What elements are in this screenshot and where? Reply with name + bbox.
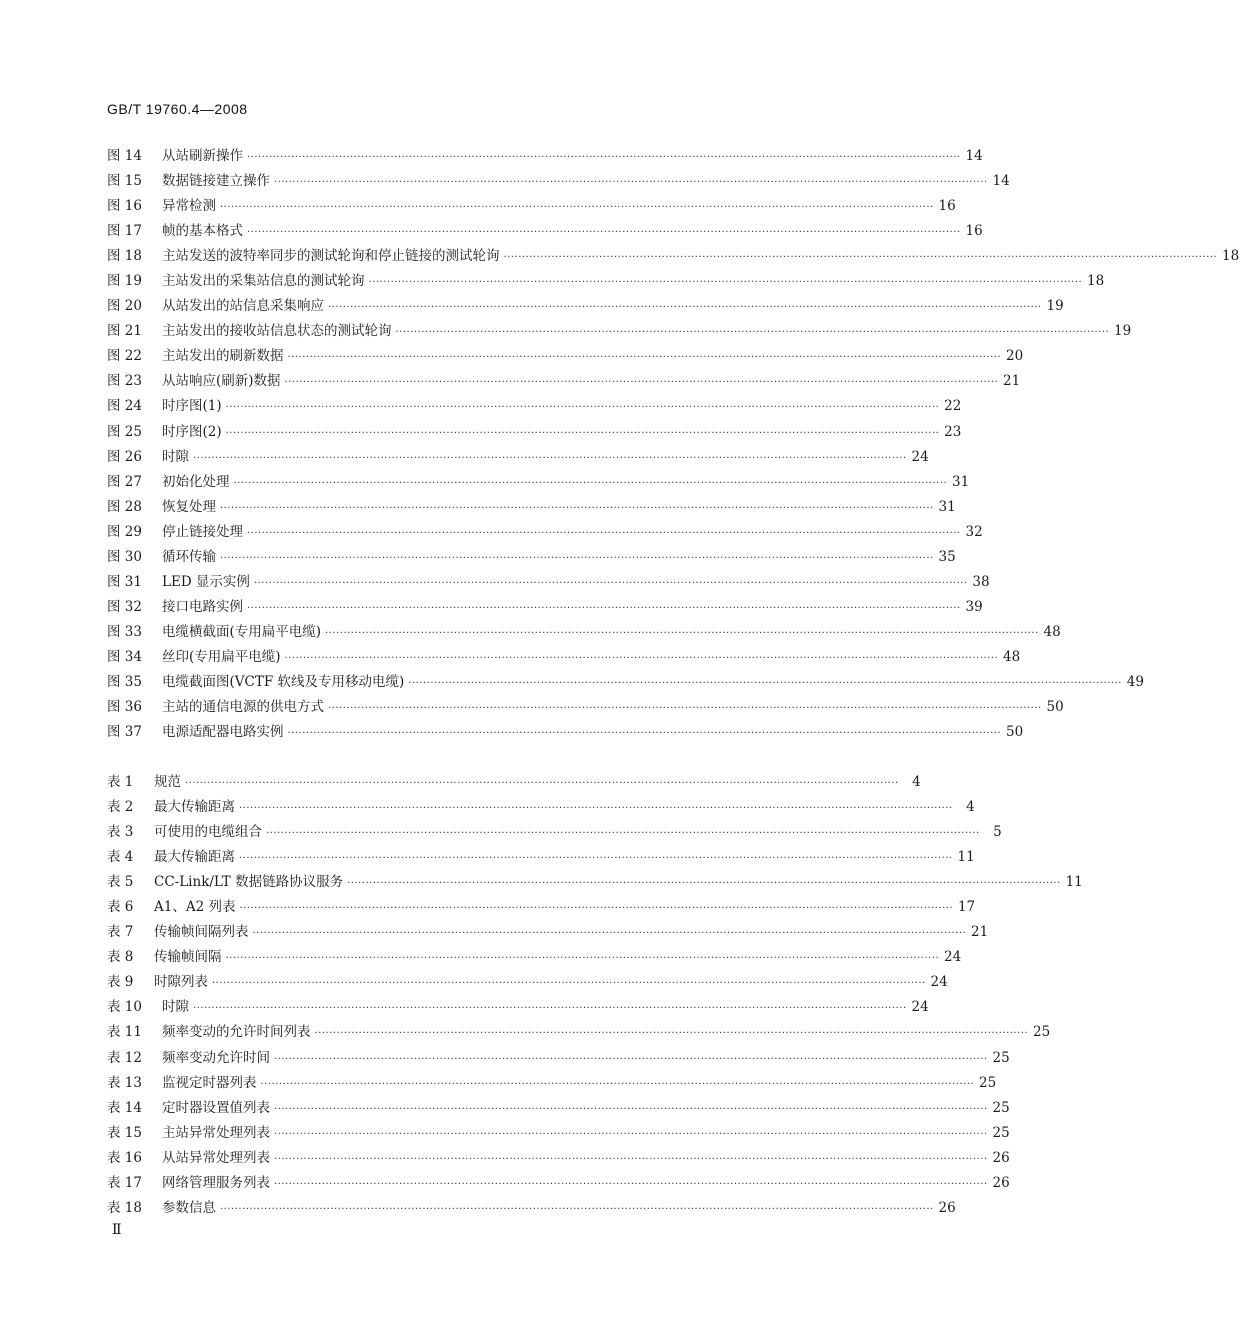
entry-page-number: 24 [911, 448, 929, 465]
entry-page-number: 26 [992, 1149, 1010, 1166]
entry-page-number: 16 [938, 198, 956, 215]
dot-leader [325, 621, 1039, 646]
dot-leader [239, 846, 953, 871]
entry-label: 表 4 [107, 849, 134, 866]
figure-entry[interactable] [107, 319, 1132, 344]
entry-title: 异常检测 [162, 198, 216, 215]
entry-title: 丝印(专用扁平电缆) [162, 648, 281, 665]
entry-label: 图 26 [107, 448, 142, 465]
entry-label: 表 12 [107, 1049, 142, 1066]
dot-leader [347, 871, 1061, 896]
entry-label: 表 6 [107, 899, 134, 916]
dot-leader [226, 946, 940, 971]
entry-title: 从站刷新操作 [162, 148, 243, 164]
entry-page-number: 25 [992, 1099, 1010, 1116]
entry-label: 表 17 [107, 1174, 142, 1191]
entry-title: 电缆横截面(专用扁平电缆) [162, 623, 322, 640]
dot-leader [261, 1072, 975, 1097]
entry-title: 传输帧间隔列表 [154, 924, 249, 941]
entry-title: 电源适配器电路实例 [162, 724, 284, 741]
entry-page-number: 24 [930, 974, 948, 991]
entry-label: 表 11 [107, 1024, 142, 1041]
table-entry[interactable] [107, 820, 1002, 845]
dot-leader [193, 446, 907, 471]
figure-entry[interactable] [107, 219, 983, 244]
entry-page-number: 32 [965, 523, 983, 540]
entry-title: 主站发出的刷新数据 [162, 348, 284, 365]
dot-leader [369, 270, 1083, 295]
entry-page-number: 50 [1005, 724, 1024, 741]
entry-title: 时隙 [162, 999, 189, 1016]
figure-entry[interactable] [107, 695, 1064, 720]
table-entry[interactable] [107, 945, 962, 970]
entry-title: 数据链接建立操作 [162, 173, 270, 190]
entry-page-number: 50 [1046, 699, 1064, 716]
entry-label: 图 32 [107, 598, 142, 615]
table-entry[interactable] [107, 1121, 1010, 1146]
dot-leader [193, 996, 907, 1021]
figure-entry[interactable] [107, 244, 1239, 269]
figure-entry[interactable] [107, 369, 1021, 394]
entry-page-number: 25 [978, 1074, 997, 1091]
entry-label: 图 16 [107, 198, 142, 215]
entry-label: 图 31 [107, 573, 142, 590]
dot-leader [247, 220, 961, 245]
dot-leader [220, 546, 934, 571]
table-entry[interactable] [107, 770, 921, 795]
entry-title: 从站异常处理列表 [162, 1149, 270, 1166]
entry-title: 循环传输 [162, 548, 216, 565]
entry-label: 图 23 [107, 373, 142, 390]
entry-label: 图 30 [107, 548, 142, 565]
entry-label: 表 2 [107, 799, 134, 816]
entry-title: 主站发出的接收站信息状态的测试轮询 [162, 323, 392, 340]
entry-title: 主站发出的采集站信息的测试轮询 [162, 273, 365, 290]
entry-page-number: 25 [992, 1049, 1010, 1066]
figure-entry[interactable] [107, 520, 983, 545]
entry-label: 表 5 [107, 874, 134, 891]
entry-label: 图 14 [107, 148, 142, 164]
entry-page-number: 19 [1046, 298, 1064, 315]
figure-list [107, 144, 1239, 745]
entry-title: 最大传输距离 [154, 849, 235, 866]
figure-entry[interactable] [107, 294, 1064, 319]
dot-leader [274, 1172, 988, 1197]
dot-leader [247, 596, 961, 621]
entry-page-number: 18 [1221, 248, 1239, 265]
entry-title: 帧的基本格式 [162, 223, 243, 240]
dot-leader [408, 671, 1122, 696]
table-entry[interactable] [107, 1171, 1010, 1196]
entry-label: 表 13 [107, 1074, 142, 1091]
figure-entry[interactable] [107, 169, 1010, 194]
figure-entry[interactable] [107, 620, 1061, 645]
figure-entry[interactable] [107, 269, 1105, 294]
dot-leader [220, 496, 934, 521]
entry-title: 从站发出的站信息采集响应 [162, 298, 324, 315]
table-entry[interactable] [107, 845, 975, 870]
entry-label: 表 14 [107, 1099, 142, 1116]
dot-leader [220, 195, 934, 220]
entry-page-number: 25 [992, 1124, 1010, 1141]
dot-leader [220, 1197, 934, 1222]
entry-page-number: 14 [992, 173, 1010, 190]
entry-label: 图 33 [107, 623, 142, 640]
entry-page-number: 48 [1043, 623, 1061, 640]
entry-label: 图 22 [107, 348, 142, 365]
dot-leader [226, 421, 940, 446]
entry-title: 主站的通信电源的供电方式 [162, 699, 324, 716]
entry-page-number: 49 [1126, 673, 1144, 690]
dot-leader [253, 921, 967, 946]
entry-page-number: 48 [1003, 648, 1021, 665]
figure-entry[interactable] [107, 445, 929, 470]
page-number: Ⅱ [112, 1222, 122, 1238]
entry-page-number: 11 [957, 849, 975, 866]
dot-leader [247, 145, 961, 170]
dot-leader [285, 370, 999, 395]
entry-label: 图 21 [107, 323, 142, 340]
entry-label: 表 16 [107, 1149, 142, 1166]
entry-page-number: 22 [944, 398, 962, 415]
dot-leader [239, 896, 953, 921]
entry-page-number: 23 [944, 423, 962, 440]
entry-label: 表 10 [107, 999, 142, 1016]
entry-label: 表 8 [107, 949, 134, 966]
dot-leader [315, 1021, 1029, 1046]
entry-title: 恢复处理 [162, 498, 216, 515]
entry-label: 图 28 [107, 498, 142, 515]
entry-title: 定时器设置值列表 [162, 1099, 270, 1116]
entry-page-number: 26 [938, 1199, 956, 1216]
dot-leader [274, 170, 988, 195]
dot-leader [274, 1047, 988, 1072]
dot-leader [285, 646, 999, 671]
dot-leader [212, 971, 926, 996]
figure-entry[interactable] [107, 470, 970, 495]
dot-leader [234, 471, 948, 496]
entry-title: 参数信息 [162, 1199, 216, 1216]
figure-entry[interactable] [107, 144, 983, 169]
table-entry[interactable] [107, 970, 948, 995]
entry-title: 初始化处理 [162, 473, 230, 490]
dot-leader [288, 345, 1002, 370]
table-entry[interactable] [107, 1146, 1010, 1171]
standard-id-header: GB/T 19760.4—2008 [107, 101, 248, 117]
entry-page-number: 31 [938, 498, 956, 515]
table-list [107, 770, 1083, 1221]
entry-page-number: 4 [966, 799, 975, 816]
entry-label: 表 15 [107, 1124, 142, 1141]
dot-leader [226, 395, 940, 420]
entry-title: 最大传输距离 [154, 799, 235, 816]
entry-title: 频率变动允许时间 [162, 1049, 270, 1066]
entry-title: 可使用的电缆组合 [154, 824, 262, 841]
entry-label: 图 15 [107, 173, 142, 190]
entry-page-number: 5 [993, 824, 1002, 841]
entry-page-number: 11 [1065, 874, 1083, 891]
entry-title: 时隙列表 [154, 974, 208, 991]
dot-leader [504, 245, 1218, 270]
table-entry[interactable] [107, 920, 989, 945]
entry-label: 图 24 [107, 398, 142, 415]
entry-page-number: 20 [1005, 348, 1024, 365]
entry-page-number: 16 [965, 223, 983, 240]
table-entry[interactable] [107, 1096, 1010, 1121]
figure-entry[interactable] [107, 595, 983, 620]
entry-label: 图 36 [107, 699, 142, 716]
entry-page-number: 14 [965, 148, 983, 164]
entry-label: 图 34 [107, 648, 142, 665]
dot-leader [254, 571, 968, 596]
figure-entry[interactable] [107, 670, 1144, 695]
entry-label: 图 25 [107, 423, 142, 440]
entry-page-number: 24 [911, 999, 929, 1016]
dot-leader [274, 1097, 988, 1122]
entry-page-number: 24 [943, 949, 962, 966]
entry-title: A1、A2 列表 [154, 899, 236, 916]
entry-page-number: 39 [965, 598, 983, 615]
entry-title: 频率变动的允许时间列表 [162, 1024, 311, 1041]
entry-page-number: 21 [970, 924, 989, 941]
entry-page-number: 17 [957, 899, 976, 916]
dot-leader [274, 1147, 988, 1172]
entry-title: 主站发送的波特率同步的测试轮询和停止链接的测试轮询 [162, 248, 500, 265]
table-entry[interactable] [107, 1020, 1051, 1045]
figure-entry[interactable] [107, 344, 1024, 369]
entry-title: 传输帧间隔 [154, 949, 222, 966]
entry-title: CC-Link/LT 数据链路协议服务 [154, 874, 344, 891]
entry-label: 图 29 [107, 523, 142, 540]
table-entry[interactable] [107, 1071, 997, 1096]
entry-label: 表 7 [107, 924, 134, 941]
entry-page-number: 18 [1086, 273, 1105, 290]
entry-title: 从站响应(刷新)数据 [162, 373, 281, 390]
table-entry[interactable] [107, 895, 976, 920]
entry-label: 图 27 [107, 473, 142, 490]
entry-label: 表 3 [107, 824, 134, 841]
entry-label: 表 18 [107, 1199, 142, 1216]
dot-leader [274, 1122, 988, 1147]
entry-page-number: 19 [1113, 323, 1132, 340]
entry-title: 规范 [154, 774, 181, 790]
entry-title: 停止链接处理 [162, 523, 243, 540]
entry-page-number: 31 [951, 473, 970, 490]
entry-label: 图 37 [107, 724, 142, 741]
figure-entry[interactable] [107, 570, 990, 595]
figure-entry[interactable] [107, 645, 1021, 670]
entry-label: 图 19 [107, 273, 142, 290]
dot-leader [247, 521, 961, 546]
table-entry[interactable] [107, 995, 929, 1020]
entry-title: 电缆截面图(VCTF 软线及专用移动电缆) [162, 673, 405, 690]
entry-label: 图 18 [107, 248, 142, 265]
table-entry[interactable] [107, 795, 975, 820]
entry-label: 图 35 [107, 673, 142, 690]
entry-title: LED 显示实例 [162, 573, 250, 590]
dot-leader [328, 295, 1042, 320]
entry-page-number: 35 [938, 548, 956, 565]
figure-entry[interactable] [107, 545, 956, 570]
entry-label: 表 1 [107, 774, 134, 790]
entry-label: 表 9 [107, 974, 134, 991]
table-entry[interactable] [107, 1046, 1010, 1071]
figure-entry[interactable] [107, 394, 962, 419]
figure-entry[interactable] [107, 194, 956, 219]
entry-label: 图 17 [107, 223, 142, 240]
figure-entry[interactable] [107, 420, 962, 445]
entry-title: 网络管理服务列表 [162, 1174, 270, 1191]
entry-title: 时序图(2) [162, 423, 222, 440]
figure-entry[interactable] [107, 720, 1024, 745]
entry-page-number: 21 [1003, 373, 1021, 390]
figure-entry[interactable] [107, 495, 956, 520]
dot-leader [185, 771, 899, 796]
dot-leader [266, 821, 980, 846]
entry-title: 监视定时器列表 [162, 1074, 257, 1091]
entry-label: 图 20 [107, 298, 142, 315]
entry-page-number: 38 [972, 573, 990, 590]
table-entry[interactable] [107, 870, 1083, 895]
entry-title: 主站异常处理列表 [162, 1124, 270, 1141]
entry-title: 时序图(1) [162, 398, 222, 415]
entry-page-number: 26 [992, 1174, 1010, 1191]
entry-page-number: 4 [912, 774, 921, 790]
dot-leader [288, 721, 1002, 746]
dot-leader [239, 796, 953, 821]
entry-page-number: 25 [1032, 1024, 1051, 1041]
dot-leader [396, 320, 1110, 345]
table-entry[interactable] [107, 1196, 956, 1221]
entry-title: 接口电路实例 [162, 598, 243, 615]
dot-leader [328, 696, 1042, 721]
entry-title: 时隙 [162, 448, 189, 465]
